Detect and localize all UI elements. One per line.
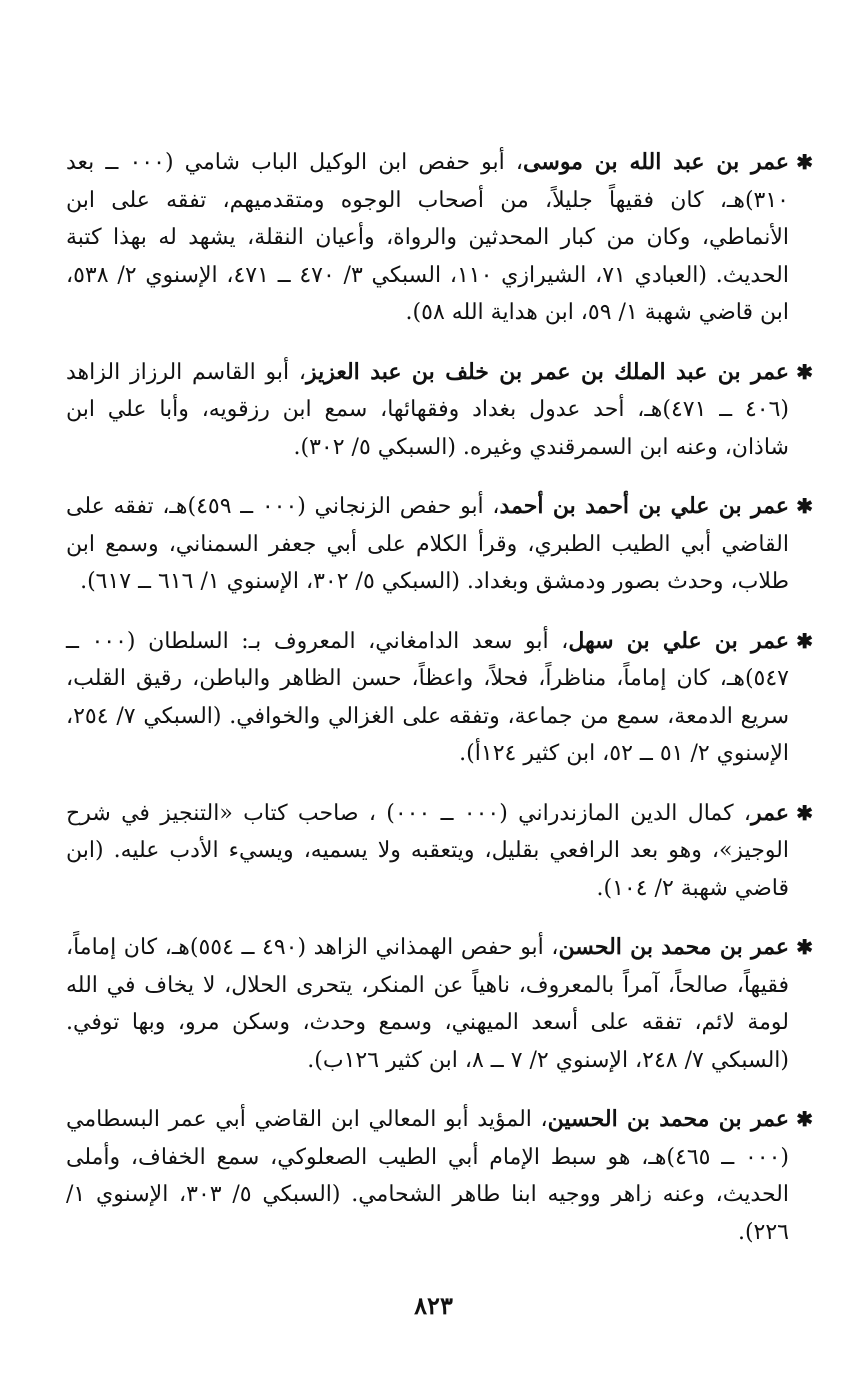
entry-marker-icon: ✱ [796,359,813,384]
entry-name: عمر بن محمد بن الحسين [547,1106,789,1132]
entry-name: عمر [751,799,789,826]
biography-entry-3 [66,488,813,601]
entry-name: عمر بن محمد بن الحسن [558,934,789,960]
entry-text: ، كمال الدين المازندراني (٠٠٠ ــ ٠٠٠) ، صاحب كتاب «التنجيز في شرح الوجيز»، وهو بعد الرافعي بقليل، ويتعقبه ولا يسميه، ويسيء الأدب عليه. (ابن قاضي شهبة ٢/ ١٠٤). [66,800,789,901]
entry-marker-icon: ✱ [796,935,813,959]
page-number: ٨٢٣ [414,1291,453,1320]
biography-entry-7 [66,1101,813,1251]
entry-text: ، أبو حفص الزنجاني (٠٠٠ ــ ٤٥٩)هـ، تفقه على القاضي أبي الطيب الطبري، وقرأ الكلام على أبي جعفر السمناني، وسمع ابن طلاب، وحدث بصور ودمشق وبغداد. (السبكي ٥/ ٣٠٢، الإسنوي ١/ ٦١٦ ــ ٦١٧). [66,494,789,594]
document-body [66,122,813,1267]
entry-name: عمر بن عبد الملك بن عمر بن خلف بن عبد العزيز [305,358,789,385]
entry-name: عمر بن علي بن سهل [568,627,789,654]
biography-entry-5 [66,795,813,908]
entry-name: عمر بن علي بن أحمد بن أحمد [499,493,789,519]
entry-name: عمر بن عبد الله بن موسى [523,149,789,175]
entry-marker-icon: ✱ [796,1107,813,1131]
entry-text: ، أبو حفص ابن الوكيل الباب شامي (٠٠٠ ــ بعد ٣١٠)هـ، كان فقيهاً جليلاً، من أصحاب الوجوه ومتقدميهم، تفقه على ابن الأنماطي، وكان من كبار المحدثين والرواة، وأعيان النقلة، يشهد له بهذا كتبة الحديث. (العبادي ٧١، الشيرازي ١١٠، السبكي ٣/ ٤٧٠ ــ ٤٧١، الإسنوي ٢/ ٥٣٨، ابن قاضي شهبة ١/ ٥٩، ابن هداية الله ٥٨). [66,150,790,325]
entry-text: ، المؤيد أبو المعالي ابن القاضي أبي عمر البسطامي (٠٠٠ ــ ٤٦٥)هـ، هو سبط الإمام أبي الطيب الصعلوكي، سمع الخفاف، وأملى الحديث، وعنه زاهر ووجيه ابنا طاهر الشحامي. (السبكي ٥/ ٣٠٣، الإسنوي ١/ ٢٢٦). [66,1107,790,1245]
biography-entry-2 [66,354,813,467]
biography-entry-1 [66,144,813,332]
entry-text: ، أبو حفص الهمذاني الزاهد (٤٩٠ ــ ٥٥٤)هـ، كان إماماً، فقيهاً، صالحاً، آمراً بالمعروف، ناهياً عن المنكر، يتحرى الحلال، لا يخاف في الله لومة لائم، تفقه على أسعد الميهني، وسمع وحدث، وسكن مرو، وبها توفي. (السبكي ٧/ ٢٤٨، الإسنوي ٢/ ٧ ــ ٨، ابن كثير ١٢٦ب). [66,935,789,1073]
entry-marker-icon: ✱ [796,494,813,518]
entry-marker-icon: ✱ [796,150,813,174]
biography-entry-6 [66,929,813,1079]
entry-text: ، أبو القاسم الرزاز الزاهد (٤٠٦ ــ ٤٧١)هـ، أحد عدول بغداد وفقهائها، سمع ابن رزقويه، وأبا علي ابن شاذان، وعنه ابن السمرقندي وغيره. (السبكي ٥/ ٣٠٢). [66,359,789,460]
entry-marker-icon: ✱ [796,800,813,825]
entry-marker-icon: ✱ [796,628,813,653]
entry-text: ، أبو سعد الدامغاني، المعروف بـ: السلطان (٠٠٠ ــ ٥٤٧)هـ، كان إماماً، مناظراً، فحلاً، واعظاً، حسن الظاهر والباطن، رقيق القلب، سريع الدمعة، سمع من جماعة، وتفقه على الغزالي والخوافي. (السبكي ٧/ ٢٥٤، الإسنوي ٢/ ٥١ ــ ٥٢، ابن كثير ١٢٤أ). [66,628,789,766]
biography-entry-4 [66,623,813,773]
